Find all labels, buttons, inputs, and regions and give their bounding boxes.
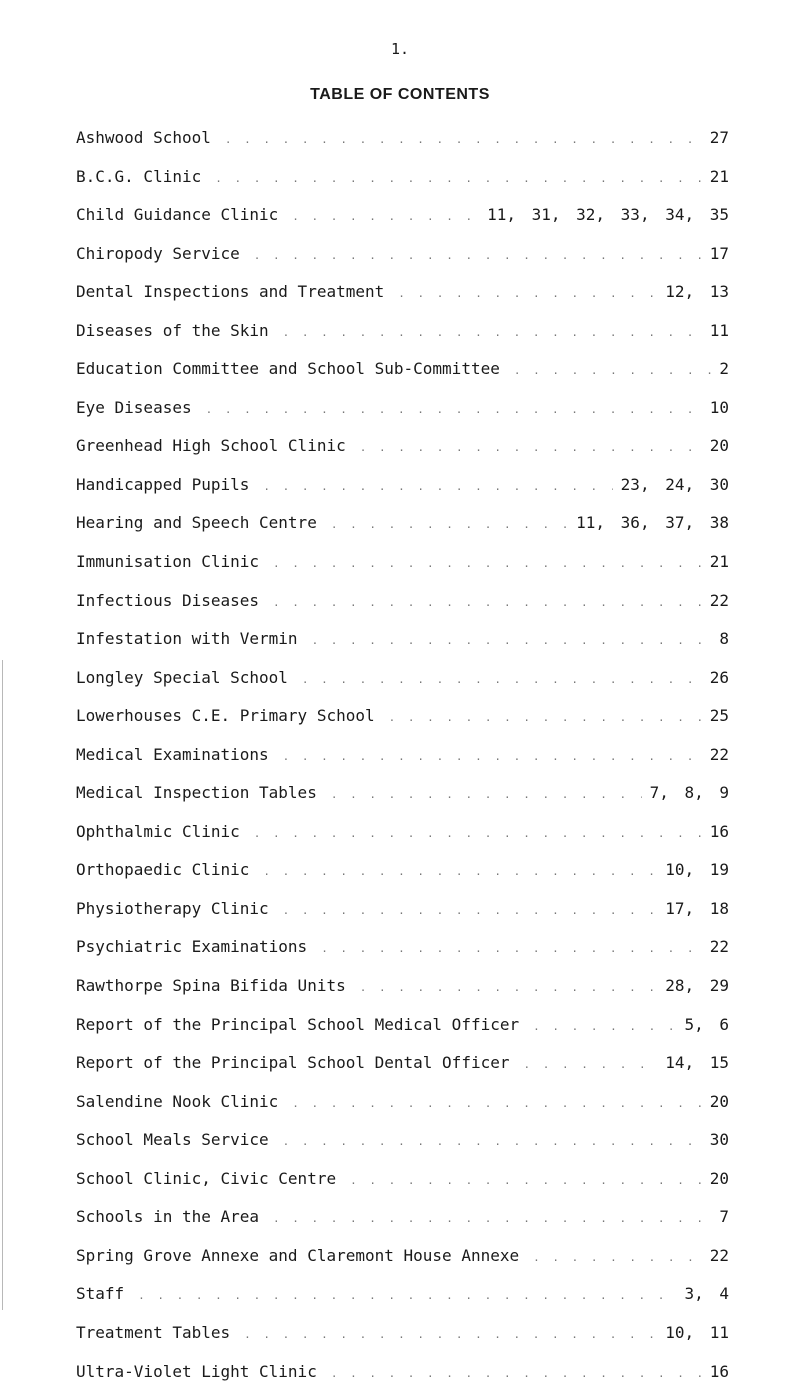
toc-entry-pages: 30 xyxy=(702,1128,729,1152)
dot-leader xyxy=(331,1362,702,1386)
toc-entry xyxy=(76,704,729,743)
toc-entry xyxy=(76,743,729,782)
toc-entry-pages: 5, 6 xyxy=(676,1013,729,1037)
toc-entry-pages: 10, 19 xyxy=(657,858,729,882)
dot-leader xyxy=(514,359,712,383)
toc-entry xyxy=(76,858,729,897)
toc-entry-pages: 11, 31, 32, 33, 34, 35 xyxy=(479,203,729,227)
toc-entry-pages: 21 xyxy=(702,550,729,574)
toc-entry-label: Dental Inspections and Treatment xyxy=(76,280,398,304)
dot-leader xyxy=(283,899,658,923)
toc-entry-label: Staff xyxy=(76,1282,138,1306)
dot-leader xyxy=(206,398,702,422)
toc-entry xyxy=(76,280,729,319)
toc-entry xyxy=(76,550,729,589)
toc-entry xyxy=(76,434,729,473)
toc-entry xyxy=(76,242,729,281)
toc-entry-label: Ophthalmic Clinic xyxy=(76,820,254,844)
dot-leader xyxy=(273,552,702,576)
toc-entry xyxy=(76,627,729,666)
toc-entry-label: Greenhead High School Clinic xyxy=(76,434,360,458)
toc-entry-label: Spring Grove Annexe and Claremont House Annexe xyxy=(76,1244,533,1268)
toc-entry-label: School Clinic, Civic Centre xyxy=(76,1167,350,1191)
toc-entry-label: Report of the Principal School Dental Officer xyxy=(76,1051,523,1075)
toc-entry-label: Treatment Tables xyxy=(76,1321,244,1345)
toc-entry xyxy=(76,1205,729,1244)
toc-entry-label: Immunisation Clinic xyxy=(76,550,273,574)
page-title: TABLE OF CONTENTS xyxy=(0,86,800,104)
dot-leader xyxy=(273,1207,711,1231)
table-of-contents xyxy=(76,126,729,1398)
toc-entry xyxy=(76,820,729,859)
dot-leader xyxy=(283,1130,702,1154)
toc-entry xyxy=(76,1051,729,1090)
dot-leader xyxy=(138,1284,676,1308)
toc-entry xyxy=(76,203,729,242)
toc-entry xyxy=(76,935,729,974)
dot-leader xyxy=(360,976,657,1000)
dot-leader xyxy=(350,1169,702,1193)
toc-entry xyxy=(76,1282,729,1321)
toc-entry-label: Rawthorpe Spina Bifida Units xyxy=(76,974,360,998)
toc-entry-pages: 21 xyxy=(702,165,729,189)
toc-entry-pages: 17, 18 xyxy=(657,897,729,921)
toc-entry-pages: 22 xyxy=(702,589,729,613)
toc-entry-pages: 16 xyxy=(702,820,729,844)
dot-leader xyxy=(523,1053,657,1077)
toc-entry xyxy=(76,1167,729,1206)
toc-entry-pages: 25 xyxy=(702,704,729,728)
dot-leader xyxy=(360,436,702,460)
dot-leader xyxy=(331,513,568,537)
dot-leader xyxy=(215,167,702,191)
toc-entry xyxy=(76,1128,729,1167)
toc-entry-pages: 2 xyxy=(711,357,729,381)
toc-entry xyxy=(76,974,729,1013)
toc-entry-label: B.C.G. Clinic xyxy=(76,165,215,189)
toc-entry-pages: 14, 15 xyxy=(657,1051,729,1075)
toc-entry-label: Psychiatric Examinations xyxy=(76,935,321,959)
dot-leader xyxy=(292,205,479,229)
dot-leader xyxy=(389,706,702,730)
dot-leader xyxy=(254,822,702,846)
toc-entry-pages: 22 xyxy=(702,743,729,767)
toc-entry xyxy=(76,589,729,628)
toc-entry-label: Ultra-Violet Light Clinic xyxy=(76,1360,331,1384)
toc-entry-label: Physiotherapy Clinic xyxy=(76,897,283,921)
dot-leader xyxy=(398,282,657,306)
toc-entry-label: Longley Special School xyxy=(76,666,302,690)
dot-leader xyxy=(263,860,657,884)
toc-entry-pages: 27 xyxy=(702,126,729,150)
dot-leader xyxy=(292,1092,701,1116)
toc-entry xyxy=(76,666,729,705)
toc-entry-pages: 22 xyxy=(702,935,729,959)
dot-leader xyxy=(302,668,702,692)
dot-leader xyxy=(254,244,702,268)
toc-entry-pages: 22 xyxy=(702,1244,729,1268)
toc-entry-label: Medical Examinations xyxy=(76,743,283,767)
toc-entry-label: Child Guidance Clinic xyxy=(76,203,292,227)
toc-entry-pages: 7, 8, 9 xyxy=(642,781,729,805)
dot-leader xyxy=(331,783,642,807)
toc-entry-pages: 20 xyxy=(702,434,729,458)
dot-leader xyxy=(244,1323,657,1347)
dot-leader xyxy=(283,745,702,769)
toc-entry xyxy=(76,511,729,550)
toc-entry-label: Chiropody Service xyxy=(76,242,254,266)
toc-entry-pages: 17 xyxy=(702,242,729,266)
dot-leader xyxy=(321,937,702,961)
dot-leader xyxy=(283,321,702,345)
toc-entry-pages: 8 xyxy=(711,627,729,651)
toc-entry xyxy=(76,357,729,396)
toc-entry-label: Schools in the Area xyxy=(76,1205,273,1229)
toc-entry xyxy=(76,781,729,820)
toc-entry xyxy=(76,473,729,512)
toc-entry-pages: 10 xyxy=(702,396,729,420)
toc-entry-label: Infestation with Vermin xyxy=(76,627,312,651)
toc-entry xyxy=(76,1090,729,1129)
dot-leader xyxy=(263,475,612,499)
toc-entry xyxy=(76,126,729,165)
page-number: 1. xyxy=(0,40,800,58)
toc-entry-label: Ashwood School xyxy=(76,126,225,150)
toc-entry-label: Medical Inspection Tables xyxy=(76,781,331,805)
toc-entry-pages: 23, 24, 30 xyxy=(613,473,729,497)
dot-leader xyxy=(312,629,712,653)
toc-entry-label: Education Committee and School Sub-Committee xyxy=(76,357,514,381)
toc-entry-pages: 7 xyxy=(711,1205,729,1229)
toc-entry xyxy=(76,396,729,435)
toc-entry-pages: 26 xyxy=(702,666,729,690)
toc-entry xyxy=(76,319,729,358)
toc-entry xyxy=(76,1321,729,1360)
toc-entry xyxy=(76,1013,729,1052)
toc-entry-label: School Meals Service xyxy=(76,1128,283,1152)
toc-entry-pages: 11, 36, 37, 38 xyxy=(568,511,729,535)
toc-entry-pages: 28, 29 xyxy=(657,974,729,998)
toc-entry-label: Lowerhouses C.E. Primary School xyxy=(76,704,389,728)
scan-margin-line xyxy=(2,660,3,1310)
dot-leader xyxy=(533,1246,702,1270)
toc-entry-pages: 20 xyxy=(702,1090,729,1114)
toc-entry xyxy=(76,165,729,204)
toc-entry-pages: 20 xyxy=(702,1167,729,1191)
toc-entry-label: Eye Diseases xyxy=(76,396,206,420)
toc-entry-pages: 3, 4 xyxy=(676,1282,729,1306)
dot-leader xyxy=(273,591,702,615)
toc-entry-pages: 10, 11 xyxy=(657,1321,729,1345)
toc-entry xyxy=(76,897,729,936)
toc-entry xyxy=(76,1360,729,1398)
toc-entry-pages: 11 xyxy=(702,319,729,343)
toc-entry-label: Report of the Principal School Medical Officer xyxy=(76,1013,533,1037)
toc-entry-pages: 16 xyxy=(702,1360,729,1384)
toc-entry-label: Orthopaedic Clinic xyxy=(76,858,263,882)
dot-leader xyxy=(225,128,702,152)
toc-entry-label: Diseases of the Skin xyxy=(76,319,283,343)
toc-entry xyxy=(76,1244,729,1283)
toc-entry-label: Salendine Nook Clinic xyxy=(76,1090,292,1114)
toc-entry-label: Infectious Diseases xyxy=(76,589,273,613)
dot-leader xyxy=(533,1015,676,1039)
toc-entry-pages: 12, 13 xyxy=(657,280,729,304)
toc-entry-label: Handicapped Pupils xyxy=(76,473,263,497)
toc-entry-label: Hearing and Speech Centre xyxy=(76,511,331,535)
